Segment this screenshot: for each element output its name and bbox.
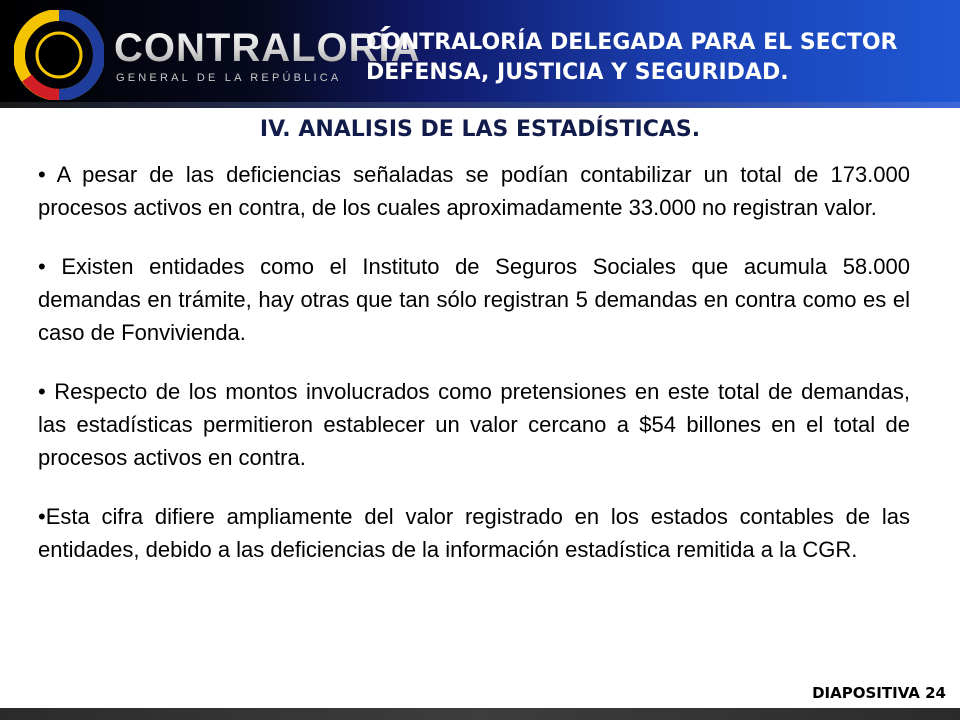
bullet-list: [38, 158, 910, 592]
bullet-item: •Esta cifra difiere ampliamente del valor registrado en los estados contables de las entidades, debido a las deficiencias de la información estadística remitida a la CGR.: [38, 504, 910, 562]
bullet-item: • Respecto de los montos involucrados como pretensiones en este total de demandas, las estadísticas permitieron establecer un valor cercano a $54 billones en el total de procesos activos en contra.: [38, 379, 910, 470]
slide-number: DIAPOSITIVA 24: [812, 684, 946, 702]
logo-subtitle-text: GENERAL DE LA REPÚBLICA: [116, 72, 342, 84]
bullet-item: • A pesar de las deficiencias señaladas se podían contabilizar un total de 173.000 procesos activos en contra, de los cuales aproximadamente 33.000 no registran valor.: [38, 162, 910, 220]
footer-bar: [0, 708, 960, 720]
contraloria-logo: [14, 10, 421, 100]
slide-header: [0, 0, 960, 108]
header-title-line-2: DEFENSA, JUSTICIA Y SEGURIDAD.: [366, 60, 789, 85]
header-title-line-1: CONTRALORÍA DELEGADA PARA EL SECTOR: [366, 30, 898, 55]
section-title: IV. ANALISIS DE LAS ESTADÍSTICAS.: [259, 117, 701, 142]
header-title: [366, 28, 956, 88]
bullet-item: • Existen entidades como el Instituto de Seguros Sociales que acumula 58.000 demandas en trámite, hay otras que tan sólo registran 5 demandas en contra como es el caso de Fonvivienda.: [38, 254, 910, 345]
logo-emblem-icon: [14, 10, 104, 100]
logo-name-text: CONTRALORÍA: [114, 26, 421, 70]
